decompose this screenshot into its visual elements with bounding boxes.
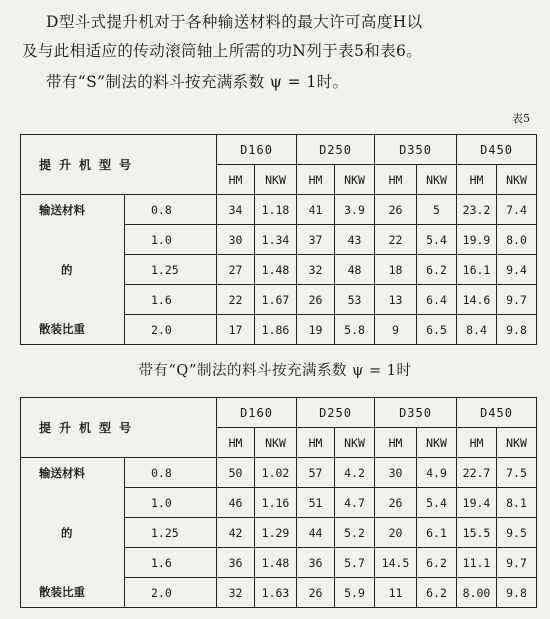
- table-label: 表5: [512, 112, 530, 125]
- table-cell: 22: [217, 285, 255, 315]
- table-cell: 9: [375, 315, 417, 345]
- sub-header-h: HM: [457, 165, 497, 195]
- table-cell: 46: [217, 488, 255, 518]
- table-cell: 18: [375, 255, 417, 285]
- row-label: [21, 225, 125, 255]
- bulk-density-cell: 2.0: [125, 578, 217, 608]
- table-row: [21, 255, 537, 285]
- row-label: 散装比重: [21, 315, 125, 345]
- table-cell: 15.5: [457, 518, 497, 548]
- row-label: [21, 285, 125, 315]
- intro-line-3: 带有“S”制法的料斗按充满系数 ψ = 1时。: [46, 73, 349, 91]
- table-cell: 6.5: [417, 315, 457, 345]
- table-cell: 26: [297, 285, 335, 315]
- model-col: D250: [297, 398, 375, 428]
- sub-header-h: HM: [297, 165, 335, 195]
- row-label: 的: [21, 255, 125, 285]
- table-cell: 6.4: [417, 285, 457, 315]
- table-cell: 6.2: [417, 548, 457, 578]
- table-cell: 8.00: [457, 578, 497, 608]
- model-col: D350: [375, 398, 457, 428]
- row-label: 输送材料: [21, 195, 125, 225]
- bulk-density-cell: 1.6: [125, 285, 217, 315]
- table-cell: 27: [217, 255, 255, 285]
- table-cell: 17: [217, 315, 255, 345]
- table-cell: 9.8: [497, 315, 537, 345]
- table-row: [21, 315, 537, 345]
- table-cell: 6.2: [417, 255, 457, 285]
- table-s-bucket: [20, 134, 537, 345]
- table-cell: 23.2: [457, 195, 497, 225]
- table-cell: 1.63: [255, 578, 297, 608]
- table-cell: 43: [335, 225, 375, 255]
- bulk-density-cell: 2.0: [125, 315, 217, 345]
- table-cell: 7.5: [497, 458, 537, 488]
- table-cell: 4.2: [335, 458, 375, 488]
- table-cell: 5.7: [335, 548, 375, 578]
- sub-header-n: NKW: [335, 428, 375, 458]
- table-cell: 3.9: [335, 195, 375, 225]
- table-row: [21, 195, 537, 225]
- table-cell: 50: [217, 458, 255, 488]
- table-row: [21, 578, 537, 608]
- sub-header-h: HM: [297, 428, 335, 458]
- table-row: [21, 488, 537, 518]
- table-cell: 30: [375, 458, 417, 488]
- table-cell: 1.48: [255, 255, 297, 285]
- model-col: D450: [457, 398, 537, 428]
- bulk-density-cell: 0.8: [125, 458, 217, 488]
- bulk-density-cell: 1.0: [125, 488, 217, 518]
- model-col: D450: [457, 135, 537, 165]
- table-row: [21, 285, 537, 315]
- table-cell: 1.67: [255, 285, 297, 315]
- table-cell: 57: [297, 458, 335, 488]
- table-cell: 22.7: [457, 458, 497, 488]
- table-cell: 9.5: [497, 518, 537, 548]
- table-cell: 9.7: [497, 285, 537, 315]
- table-cell: 6.2: [417, 578, 457, 608]
- sub-header-h: HM: [375, 428, 417, 458]
- table-cell: 19.9: [457, 225, 497, 255]
- table-cell: 5.4: [417, 488, 457, 518]
- sub-header-h: HM: [217, 428, 255, 458]
- table-cell: 22: [375, 225, 417, 255]
- table-cell: 32: [297, 255, 335, 285]
- sub-header-h: HM: [375, 165, 417, 195]
- table-row: [21, 225, 537, 255]
- table2-heading: 带有“Q”制法的料斗按充满系数 ψ = 1时: [138, 363, 412, 379]
- table-cell: 7.4: [497, 195, 537, 225]
- model-header: 提升机型号: [21, 135, 217, 195]
- table-cell: 36: [297, 548, 335, 578]
- bulk-density-cell: 0.8: [125, 195, 217, 225]
- bulk-density-cell: 1.25: [125, 255, 217, 285]
- sub-header-n: NKW: [255, 165, 297, 195]
- table-cell: 44: [297, 518, 335, 548]
- table-cell: 5.8: [335, 315, 375, 345]
- table-cell: 14.6: [457, 285, 497, 315]
- table-cell: 8.4: [457, 315, 497, 345]
- table-cell: 1.86: [255, 315, 297, 345]
- table-cell: 11.1: [457, 548, 497, 578]
- table-cell: 1.18: [255, 195, 297, 225]
- table-cell: 16.1: [457, 255, 497, 285]
- intro-text: [22, 8, 532, 97]
- table-cell: 13: [375, 285, 417, 315]
- table-cell: 53: [335, 285, 375, 315]
- row-label: 的: [21, 518, 125, 548]
- table-cell: 9.8: [497, 578, 537, 608]
- table-cell: 5.2: [335, 518, 375, 548]
- table-cell: 5.9: [335, 578, 375, 608]
- model-col: D160: [217, 135, 297, 165]
- table-cell: 37: [297, 225, 335, 255]
- table-cell: 41: [297, 195, 335, 225]
- row-label: 散装比重: [21, 578, 125, 608]
- table-cell: 4.9: [417, 458, 457, 488]
- table-cell: 1.29: [255, 518, 297, 548]
- table-cell: 8.1: [497, 488, 537, 518]
- table-q-bucket: [20, 397, 537, 608]
- bulk-density-cell: 1.6: [125, 548, 217, 578]
- table-cell: 5.4: [417, 225, 457, 255]
- table-cell: 36: [217, 548, 255, 578]
- row-label: 输送材料: [21, 458, 125, 488]
- table-cell: 34: [217, 195, 255, 225]
- sub-header-n: NKW: [335, 165, 375, 195]
- table-cell: 1.48: [255, 548, 297, 578]
- table-cell: 26: [375, 195, 417, 225]
- table-cell: 5: [417, 195, 457, 225]
- table-row: [21, 518, 537, 548]
- sub-header-n: NKW: [417, 428, 457, 458]
- table-cell: 1.16: [255, 488, 297, 518]
- sub-header-n: NKW: [417, 165, 457, 195]
- model-col: D160: [217, 398, 297, 428]
- bulk-density-cell: 1.25: [125, 518, 217, 548]
- table-cell: 8.0: [497, 225, 537, 255]
- table-cell: 26: [297, 578, 335, 608]
- table-cell: 11: [375, 578, 417, 608]
- intro-line-1: D型斗式提升机对于各种输送材料的最大许可高度H以: [46, 13, 423, 31]
- sub-header-h: HM: [217, 165, 255, 195]
- model-header: 提升机型号: [21, 398, 217, 458]
- sub-header-n: NKW: [497, 165, 537, 195]
- table-cell: 19.4: [457, 488, 497, 518]
- sub-header-n: NKW: [255, 428, 297, 458]
- table-cell: 51: [297, 488, 335, 518]
- table-row: [21, 458, 537, 488]
- table-row: [21, 548, 537, 578]
- table-cell: 9.4: [497, 255, 537, 285]
- table-cell: 26: [375, 488, 417, 518]
- table-cell: 42: [217, 518, 255, 548]
- table-cell: 48: [335, 255, 375, 285]
- table-cell: 4.7: [335, 488, 375, 518]
- table-cell: 6.1: [417, 518, 457, 548]
- table-cell: 19: [297, 315, 335, 345]
- intro-line-2: 及与此相适应的传动滚筒轴上所需的功N列于表5和表6。: [22, 42, 423, 60]
- table-cell: 20: [375, 518, 417, 548]
- row-label: [21, 548, 125, 578]
- sub-header-h: HM: [457, 428, 497, 458]
- table-cell: 14.5: [375, 548, 417, 578]
- table-cell: 1.02: [255, 458, 297, 488]
- model-col: D350: [375, 135, 457, 165]
- table-cell: 32: [217, 578, 255, 608]
- model-col: D250: [297, 135, 375, 165]
- bulk-density-cell: 1.0: [125, 225, 217, 255]
- table-cell: 9.7: [497, 548, 537, 578]
- table-cell: 30: [217, 225, 255, 255]
- row-label: [21, 488, 125, 518]
- table-cell: 1.34: [255, 225, 297, 255]
- sub-header-n: NKW: [497, 428, 537, 458]
